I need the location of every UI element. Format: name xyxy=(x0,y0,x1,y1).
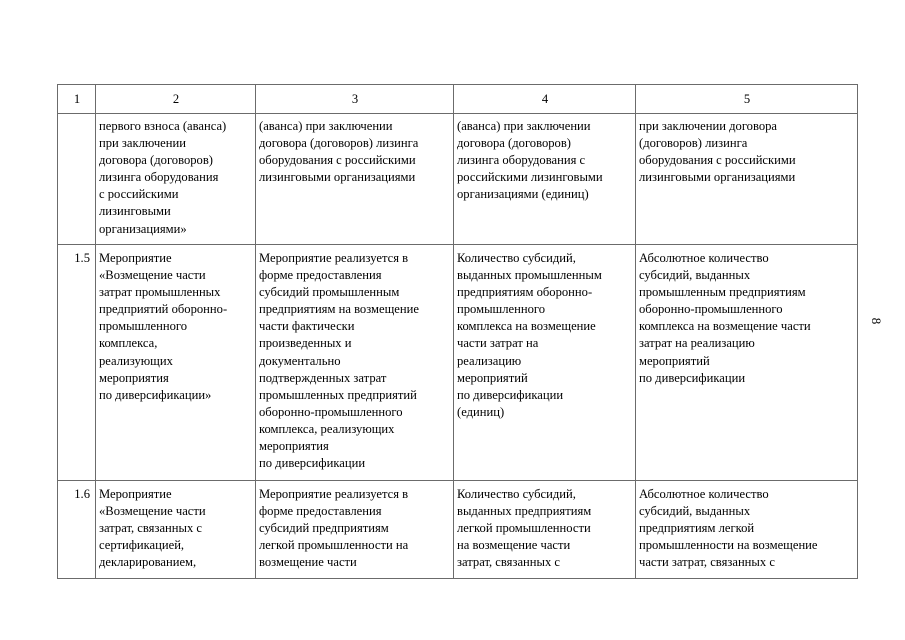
measure-name-cell: первого взноса (аванса) при заключении договора (договоров) лизинга оборудования с российскими лизинговыми организациями» xyxy=(96,114,256,245)
measure-name-cell: Мероприятие «Возмещение части затрат промышленных предприятий оборонно- промышленного комплекса, реализующих мероприятия по диверсификации» xyxy=(96,245,256,481)
header-col-2: 2 xyxy=(96,85,256,114)
indicator-name-cell: Количество субсидий, выданных промышленным предприятиям оборонно- промышленного комплекса на возмещение части затрат на реализацию мероприятий по диверсификации (единиц) xyxy=(454,245,636,481)
table-row xyxy=(58,114,858,245)
measure-description-cell: Мероприятие реализуется в форме предоставления субсидий предприятиям легкой промышленности на возмещение части xyxy=(256,481,454,579)
measures-table xyxy=(57,84,858,579)
table-row xyxy=(58,245,858,481)
row-number: 1.6 xyxy=(58,481,96,579)
header-col-4: 4 xyxy=(454,85,636,114)
measure-name-cell: Мероприятие «Возмещение части затрат, связанных с сертификацией, декларированием, xyxy=(96,481,256,579)
measure-description-cell: (аванса) при заключении договора (договоров) лизинга оборудования с российскими лизинговыми организациями xyxy=(256,114,454,245)
indicator-method-cell: при заключении договора (договоров) лизинга оборудования с российскими лизинговыми организациями xyxy=(636,114,858,245)
indicator-name-cell: (аванса) при заключении договора (договоров) лизинга оборудования с российскими лизинговыми организациями (единиц) xyxy=(454,114,636,245)
row-number: 1.5 xyxy=(58,245,96,481)
indicator-name-cell: Количество субсидий, выданных предприятиям легкой промышленности на возмещение части затрат, связанных с xyxy=(454,481,636,579)
row-number xyxy=(58,114,96,245)
header-col-5: 5 xyxy=(636,85,858,114)
indicator-method-cell: Абсолютное количество субсидий, выданных промышленным предприятиям оборонно-промышленного комплекса на возмещение части затрат на реализацию мероприятий по диверсификации xyxy=(636,245,858,481)
header-col-1: 1 xyxy=(58,85,96,114)
header-col-3: 3 xyxy=(256,85,454,114)
table-row xyxy=(58,481,858,579)
page-number: 8 xyxy=(869,317,884,325)
measure-description-cell: Мероприятие реализуется в форме предоставления субсидий промышленным предприятиям на возмещение части фактически произведенных и документально подтвержденных затрат промышленных предприятий оборонно-промышленного комплекса, реализующих мероприятия по диверсификации xyxy=(256,245,454,481)
indicator-method-cell: Абсолютное количество субсидий, выданных предприятиям легкой промышленности на возмещение части затрат, связанных с xyxy=(636,481,858,579)
table-header-row xyxy=(58,85,858,114)
